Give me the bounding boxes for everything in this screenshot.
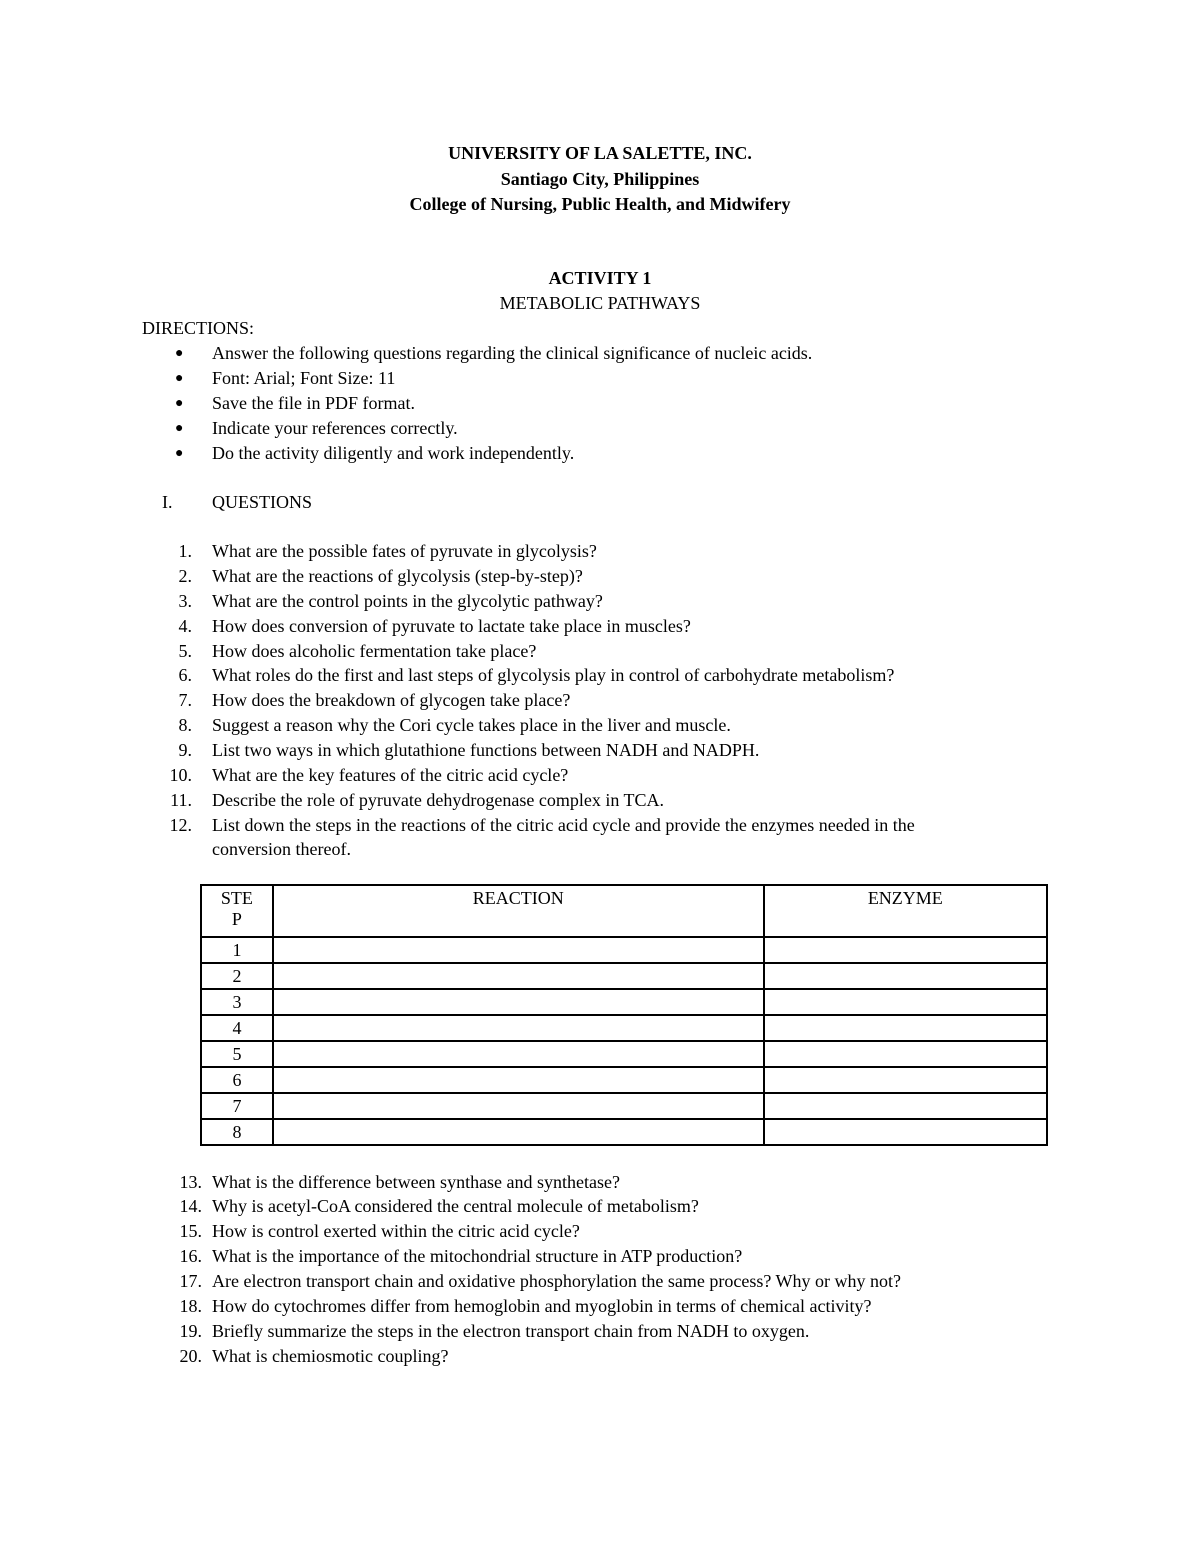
question-number: 5. xyxy=(178,641,192,661)
table-row xyxy=(201,1067,1047,1093)
table-row xyxy=(201,989,1047,1015)
step-number-cell: 6 xyxy=(201,1067,273,1093)
question-text: What are the possible fates of pyruvate in glycolysis? xyxy=(212,541,597,561)
activity-title: ACTIVITY 1 xyxy=(548,268,652,288)
table-header-reaction: REACTION xyxy=(273,885,764,937)
question-text: List down the steps in the reactions of the citric acid cycle and provide the enzymes needed in the xyxy=(212,815,915,835)
question-number: 13. xyxy=(179,1172,202,1192)
question-text: How does alcoholic fermentation take place? xyxy=(212,641,537,661)
step-number-cell: 5 xyxy=(201,1041,273,1067)
question-text: Suggest a reason why the Cori cycle takes place in the liver and muscle. xyxy=(212,715,731,735)
table-row xyxy=(201,1041,1047,1067)
question-text: Why is acetyl-CoA considered the central molecule of metabolism? xyxy=(212,1196,699,1216)
reaction-cell[interactable] xyxy=(273,1093,764,1119)
reaction-cell[interactable] xyxy=(273,1015,764,1041)
directions-item: Answer the following questions regarding the clinical significance of nucleic acids. xyxy=(212,343,813,363)
step-number-cell: 8 xyxy=(201,1119,273,1145)
section-title: QUESTIONS xyxy=(212,492,313,512)
table-header-step-line1: STE xyxy=(220,888,253,908)
question-text: What are the key features of the citric acid cycle? xyxy=(212,765,569,785)
step-number-cell: 7 xyxy=(201,1093,273,1119)
question-number: 15. xyxy=(179,1221,202,1241)
question-number: 20. xyxy=(179,1346,202,1366)
university-location: Santiago City, Philippines xyxy=(500,169,700,189)
question-number: 1. xyxy=(178,541,192,561)
enzyme-cell[interactable] xyxy=(764,937,1047,963)
question-text: Describe the role of pyruvate dehydrogenase complex in TCA. xyxy=(212,790,665,810)
question-text: How does the breakdown of glycogen take place? xyxy=(212,690,571,710)
reaction-cell[interactable] xyxy=(273,1067,764,1093)
enzyme-cell[interactable] xyxy=(764,963,1047,989)
university-name: UNIVERSITY OF LA SALETTE, INC. xyxy=(448,143,752,163)
enzyme-cell[interactable] xyxy=(764,1067,1047,1093)
enzyme-cell[interactable] xyxy=(764,989,1047,1015)
activity-subtitle: METABOLIC PATHWAYS xyxy=(499,293,701,313)
table-row xyxy=(201,963,1047,989)
bullet-icon: ● xyxy=(175,396,184,411)
question-text: What is the importance of the mitochondrial structure in ATP production? xyxy=(212,1246,743,1266)
question-number: 16. xyxy=(179,1246,202,1266)
citric-acid-steps-table xyxy=(200,884,1048,1146)
question-text: What are the control points in the glycolytic pathway? xyxy=(212,591,603,611)
table-row xyxy=(201,1119,1047,1145)
question-number: 10. xyxy=(169,765,192,785)
question-number: 4. xyxy=(178,616,192,636)
question-number: 14. xyxy=(179,1196,202,1216)
bullet-icon: ● xyxy=(175,446,184,461)
directions-label: DIRECTIONS: xyxy=(142,318,254,338)
question-text: How is control exerted within the citric acid cycle? xyxy=(212,1221,580,1241)
question-text: How do cytochromes differ from hemoglobin and myoglobin in terms of chemical activity? xyxy=(212,1296,872,1316)
reaction-cell[interactable] xyxy=(273,989,764,1015)
question-number: 17. xyxy=(179,1271,202,1291)
directions-item: Do the activity diligently and work independently. xyxy=(212,443,575,463)
step-number-cell: 4 xyxy=(201,1015,273,1041)
table-row xyxy=(201,937,1047,963)
question-number: 11. xyxy=(170,790,192,810)
question-number: 19. xyxy=(179,1321,202,1341)
question-text: How does conversion of pyruvate to lactate take place in muscles? xyxy=(212,616,691,636)
question-number: 6. xyxy=(178,665,192,685)
question-number: 7. xyxy=(178,690,192,710)
reaction-cell[interactable] xyxy=(273,1119,764,1145)
question-number: 18. xyxy=(179,1296,202,1316)
question-text: What roles do the first and last steps of glycolysis play in control of carbohydrate metabolism? xyxy=(212,665,895,685)
bullet-icon: ● xyxy=(175,421,184,436)
question-number: 12. xyxy=(169,815,192,835)
question-number: 3. xyxy=(178,591,192,611)
table-header-step xyxy=(201,885,273,937)
table-header-row xyxy=(201,885,1047,937)
enzyme-cell[interactable] xyxy=(764,1093,1047,1119)
question-text: What are the reactions of glycolysis (step-by-step)? xyxy=(212,566,583,586)
question-text: Briefly summarize the steps in the electron transport chain from NADH to oxygen. xyxy=(212,1321,810,1341)
college-name: College of Nursing, Public Health, and Midwifery xyxy=(409,194,791,214)
question-text: List two ways in which glutathione functions between NADH and NADPH. xyxy=(212,740,760,760)
section-numeral: I. xyxy=(162,492,173,512)
step-number-cell: 1 xyxy=(201,937,273,963)
question-number: 2. xyxy=(178,566,192,586)
step-number-cell: 3 xyxy=(201,989,273,1015)
step-number-cell: 2 xyxy=(201,963,273,989)
table-header-enzyme: ENZYME xyxy=(764,885,1047,937)
question-text: What is chemiosmotic coupling? xyxy=(212,1346,449,1366)
bullet-icon: ● xyxy=(175,371,184,386)
reaction-cell[interactable] xyxy=(273,937,764,963)
reaction-cell[interactable] xyxy=(273,1041,764,1067)
question-number: 8. xyxy=(178,715,192,735)
directions-item: Font: Arial; Font Size: 11 xyxy=(212,368,396,388)
question-text: Are electron transport chain and oxidative phosphorylation the same process? Why or why not? xyxy=(212,1271,901,1291)
enzyme-cell[interactable] xyxy=(764,1041,1047,1067)
table-row xyxy=(201,1093,1047,1119)
enzyme-cell[interactable] xyxy=(764,1119,1047,1145)
reaction-cell[interactable] xyxy=(273,963,764,989)
directions-item: Save the file in PDF format. xyxy=(212,393,415,413)
question-text-continued: conversion thereof. xyxy=(212,839,351,859)
table-row xyxy=(201,1015,1047,1041)
table-header-step-line2: P xyxy=(231,909,242,929)
enzyme-cell[interactable] xyxy=(764,1015,1047,1041)
bullet-icon: ● xyxy=(175,346,184,361)
question-text: What is the difference between synthase and synthetase? xyxy=(212,1172,621,1192)
directions-item: Indicate your references correctly. xyxy=(212,418,458,438)
question-number: 9. xyxy=(178,740,192,760)
